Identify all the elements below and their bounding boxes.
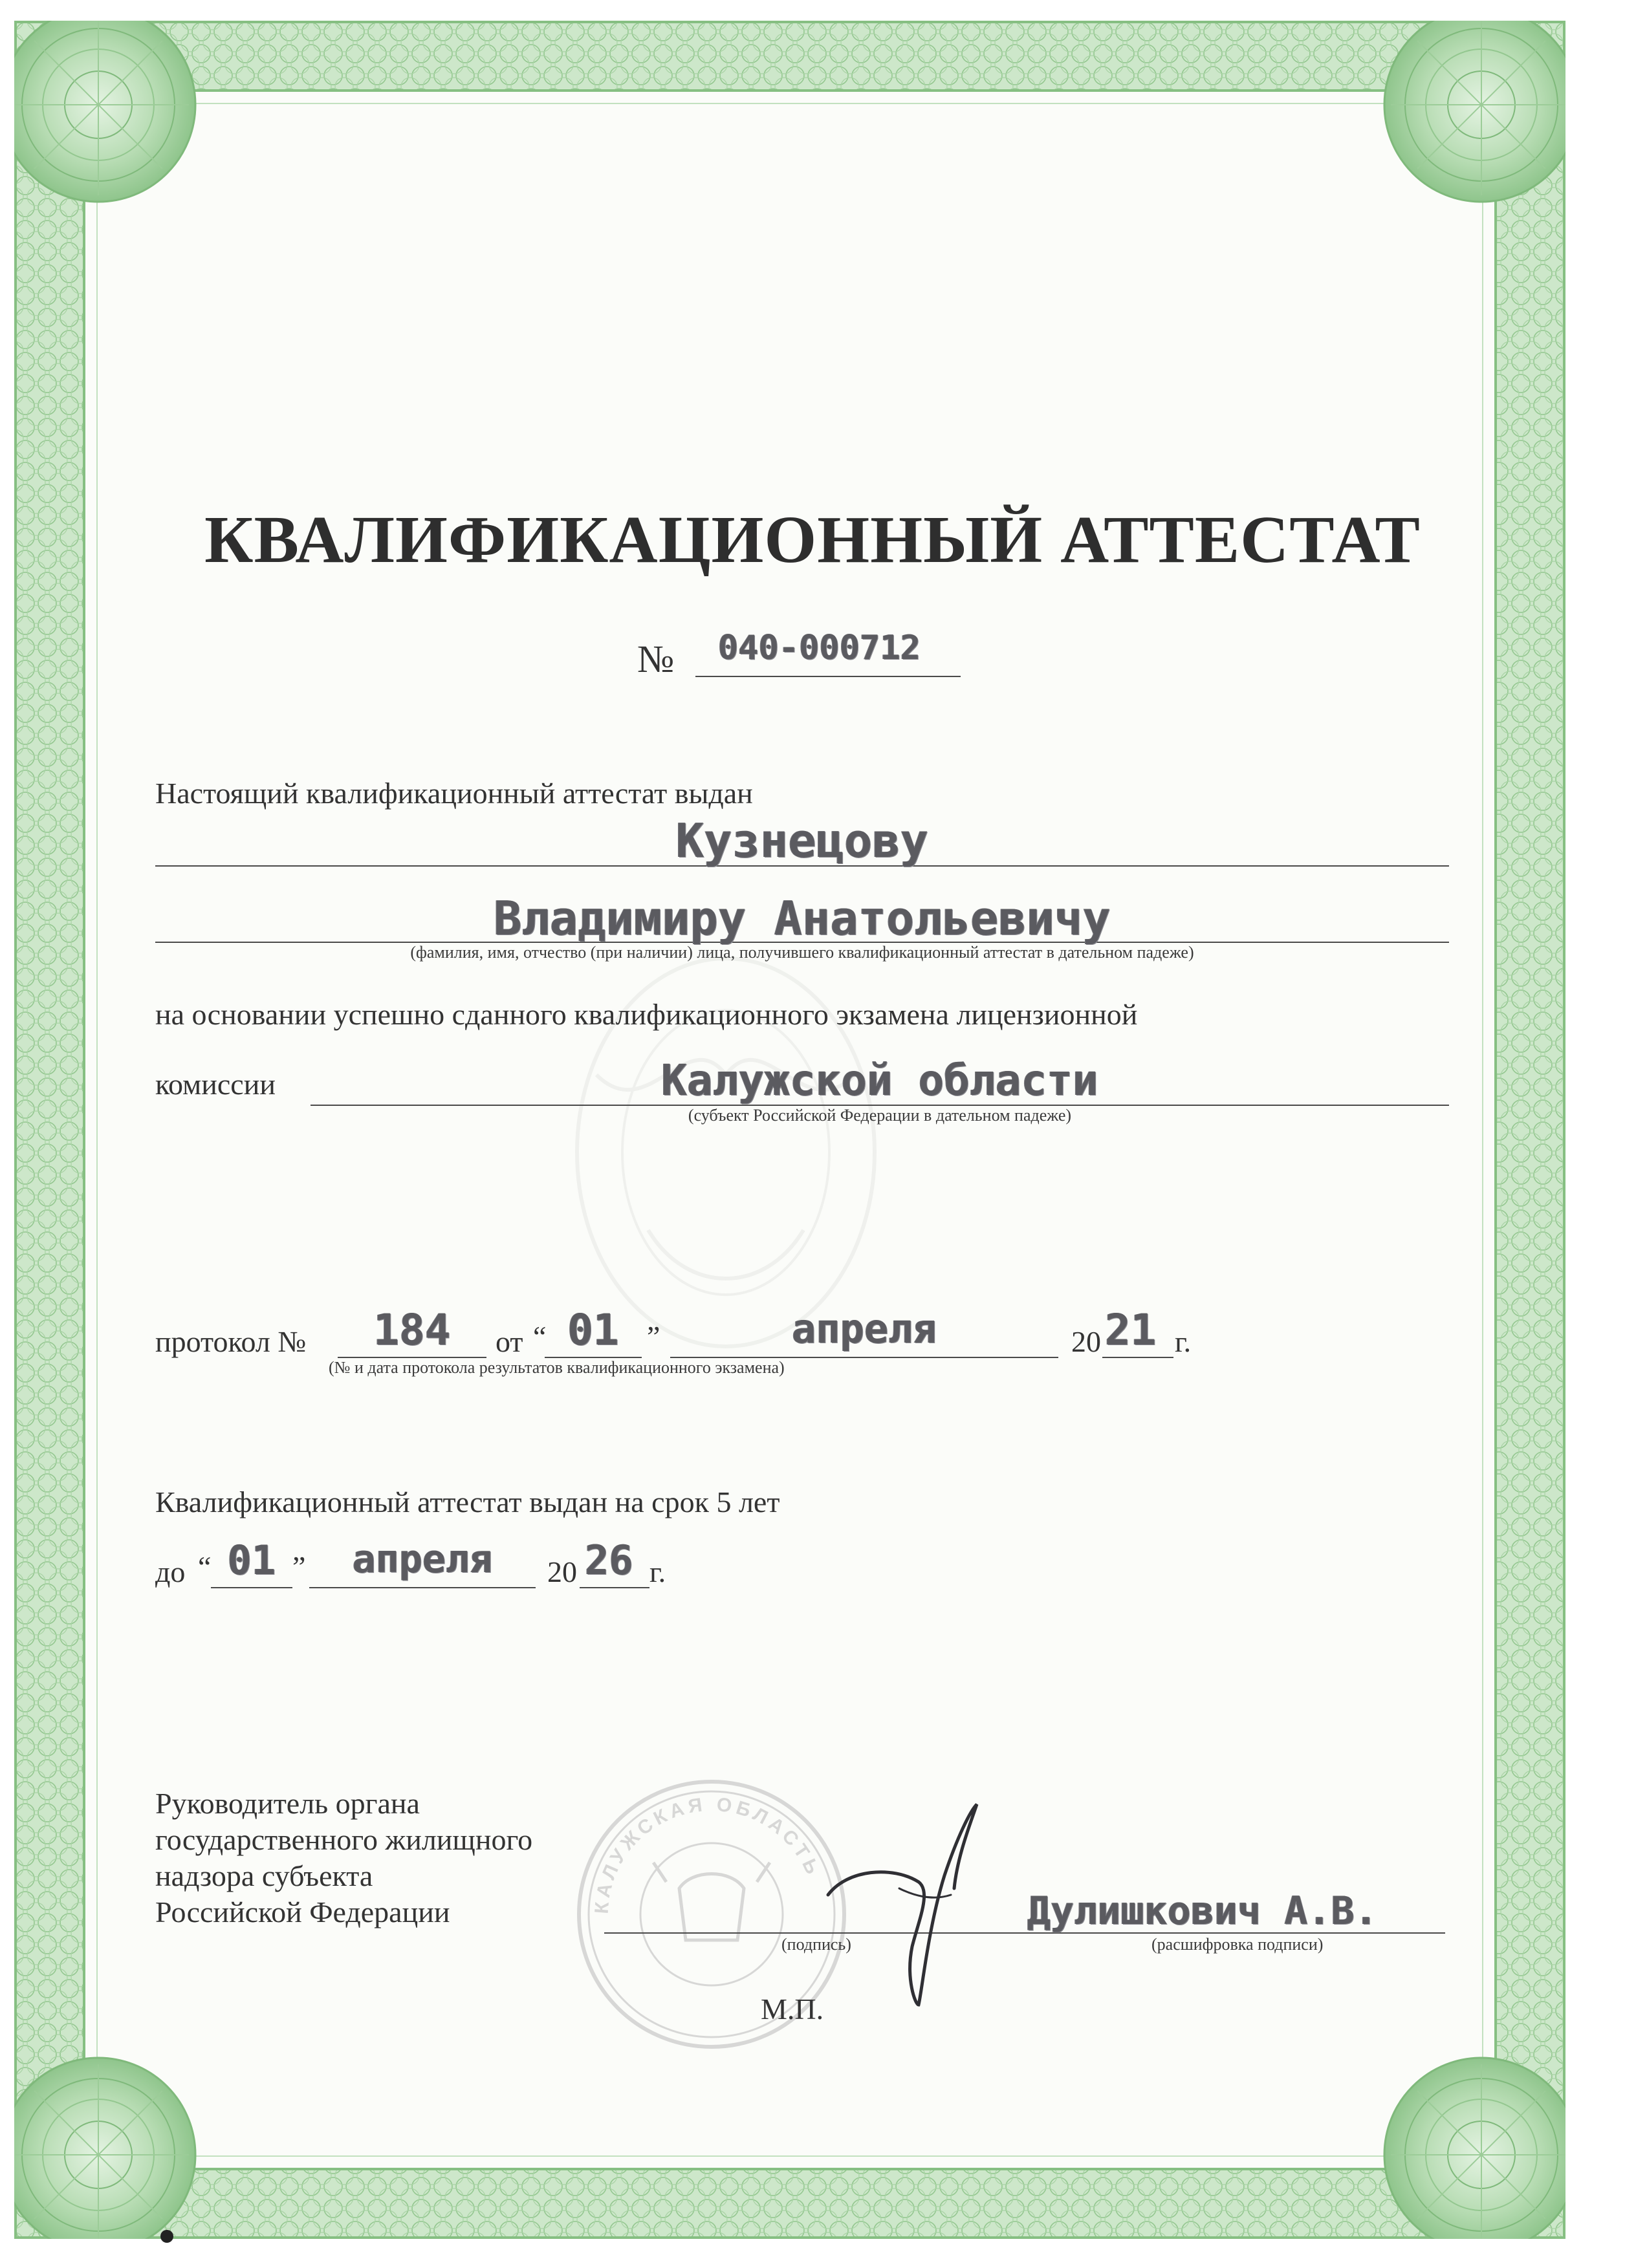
validity-month: апреля [352, 1537, 493, 1582]
handwritten-signature [822, 1798, 1029, 2011]
protocol-from-label: от [496, 1325, 523, 1358]
rosette-top-right [1384, 21, 1565, 202]
validity-month-underline [309, 1587, 536, 1588]
scan-dot [160, 2230, 173, 2243]
protocol-month: апреля [792, 1305, 937, 1352]
protocol-caption: (№ и дата протокола результатов квалификационного экзамена) [329, 1358, 785, 1377]
signer-position-line-1: Руководитель органа [155, 1787, 420, 1820]
validity-close-quote: ” [292, 1550, 306, 1583]
validity-year-prefix: 20 [547, 1555, 577, 1588]
seal-place-label: М.П. [761, 1993, 824, 2025]
commission-label: комиссии [155, 1068, 276, 1101]
protocol-year-end: г. [1175, 1325, 1192, 1358]
rosette-top-left [14, 21, 195, 202]
recipient-surname: Кузнецову [675, 814, 929, 868]
protocol-year-underline [1102, 1357, 1173, 1358]
rosette-bottom-left [14, 2058, 195, 2239]
number-underline [695, 676, 961, 677]
protocol-open-quote: “ [533, 1320, 547, 1353]
recipient-name-patronymic: Владимиру Анатольевичу [494, 891, 1111, 945]
number-sign: № [637, 638, 675, 680]
validity-day: 01 [227, 1537, 276, 1584]
protocol-label: протокол № [155, 1325, 307, 1358]
signer-position-line-2: государственного жилищного [155, 1823, 533, 1856]
basis-text: на основании успешно сданного квалификационного экзамена лицензионной [155, 998, 1138, 1031]
validity-day-underline [211, 1587, 292, 1588]
region-caption: (субъект Российской Федерации в дательном падеже) [688, 1106, 1072, 1125]
protocol-day: 01 [567, 1305, 619, 1355]
protocol-year-suffix: 21 [1105, 1305, 1157, 1355]
signer-name: Дулишкович А.В. [1027, 1888, 1378, 1934]
issued-to-label: Настоящий квалификационный аттестат выдан [155, 777, 753, 810]
signer-position-line-4: Российской Федерации [155, 1895, 450, 1928]
validity-year-end: г. [649, 1555, 666, 1588]
certificate-title: КВАЛИФИКАЦИОННЫЙ АТТЕСТАТ [204, 502, 1421, 577]
validity-until-label: до [155, 1555, 186, 1588]
signer-name-caption: (расшифровка подписи) [1151, 1935, 1324, 1954]
validity-year-underline [580, 1587, 649, 1588]
protocol-close-quote: ” [647, 1320, 660, 1353]
signer-position-line-3: надзора субъекта [155, 1859, 373, 1892]
validity-year-suffix: 26 [585, 1537, 633, 1584]
seal-text: КАЛУЖСКАЯ ОБЛАСТЬ [591, 1793, 825, 1915]
name-caption: (фамилия, имя, отчество (при наличии) лица, получившего квалификационный аттестат в дательном падеже) [410, 943, 1194, 962]
protocol-number: 184 [373, 1305, 451, 1355]
commission-region: Калужской области [661, 1055, 1098, 1105]
validity-term: Квалификационный аттестат выдан на срок 5 лет [155, 1485, 780, 1518]
certificate-number: 040-000712 [718, 629, 921, 667]
validity-open-quote: “ [198, 1550, 212, 1583]
rosette-bottom-right [1384, 2058, 1565, 2239]
signature-caption: (подпись) [781, 1935, 851, 1954]
protocol-year-prefix: 20 [1071, 1325, 1101, 1358]
